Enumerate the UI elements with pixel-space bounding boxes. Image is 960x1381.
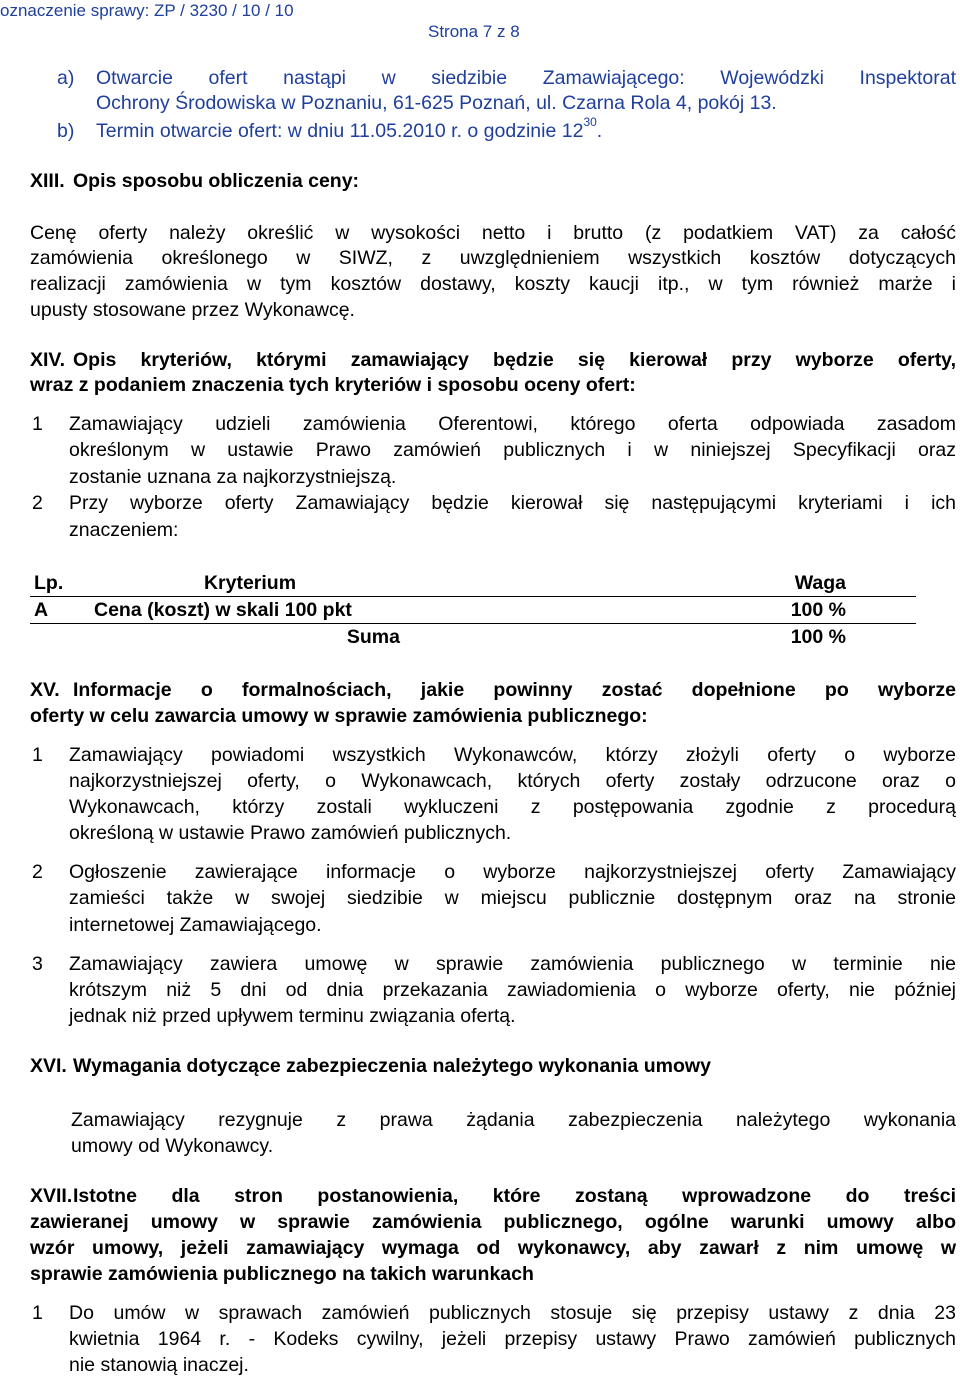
opening-a-label: a) [57, 67, 75, 89]
section-14-title-2: wraz z podaniem znaczenia tych kryteriów i sposobu oceny ofert: [30, 374, 636, 396]
section-17-item-1-number: 1 [32, 1302, 43, 1324]
section-14-item-2-line-2: znaczeniem: [69, 519, 179, 541]
section-15-item-3-line-3: jednak niż przed upływem terminu związania ofertą. [69, 1005, 516, 1027]
section-15-item-2-line-1: Ogłoszenie zawierające informacje o wyborze najkorzystniejszej oferty Zamawiający [69, 861, 956, 883]
section-16-title: Wymagania dotyczące zabezpieczenia należytego wykonania umowy [73, 1055, 711, 1077]
section-13-number: XIII. [30, 170, 65, 192]
section-14-item-1-line-1: Zamawiający udzieli zamówienia Oferentowi, którego oferta odpowiada zasadom [69, 413, 956, 435]
section-15-item-2-number: 2 [32, 861, 43, 883]
table-sum-label: Suma [346, 626, 400, 648]
section-15-number: XV. [30, 679, 60, 701]
table-cell-weight: 100 % [410, 597, 916, 624]
section-13-line-4: upusty stosowane przez Wykonawcę. [30, 299, 355, 321]
case-reference: oznaczenie sprawy: ZP / 3230 / 10 / 10 [0, 1, 294, 20]
section-15-item-2-line-3: internetowej Zamawiającego. [69, 914, 322, 936]
section-13-line-1: Cenę oferty należy określić w wysokości netto i brutto (z podatkiem VAT) za całość [30, 222, 956, 244]
section-13-line-2: zamówienia określonego w SIWZ, z uwzględnieniem wszystkich kosztów dotyczących [30, 247, 956, 269]
opening-b-label: b) [57, 120, 75, 142]
section-17-title-3: wzór umowy, jeżeli zamawiający wymaga od wykonawcy, aby zawarł z nim umowę w [30, 1237, 956, 1259]
table-sum-value: 100 % [790, 626, 846, 648]
section-17-item-1-line-1: Do umów w sprawach zamówień publicznych stosuje się przepisy ustawy z dnia 23 [69, 1302, 956, 1324]
section-17-title-2: zawieranej umowy w sprawie zamówienia publicznego, ogólne warunki umowy albo [30, 1211, 956, 1233]
section-15-item-1-line-3: Wykonawcach, którzy zostali wykluczeni z postępowania zgodnie z procedurą [69, 796, 956, 818]
section-14-item-2-number: 2 [32, 492, 43, 514]
section-16-line-1: Zamawiający rezygnuje z prawa żądania zabezpieczenia należytego wykonania [71, 1109, 956, 1131]
table-header-lp: Lp. [30, 570, 90, 597]
section-14-item-1-line-2: określonym w ustawie Prawo zamówień publicznych i w niniejszej Specyfikacji oraz [69, 439, 956, 461]
section-14-item-2-line-1: Przy wyborze oferty Zamawiający będzie kierował się następującymi kryteriami i ich [69, 492, 956, 514]
table-header-weight: Waga [410, 570, 916, 597]
section-15-item-1-line-4: określoną w ustawie Prawo zamówień publicznych. [69, 822, 512, 844]
opening-b-end: . [596, 120, 603, 142]
section-17-item-1-line-2: kwietnia 1964 r. - Kodeks cywilny, jeżeli przepisy ustawy Prawo zamówień publicznych [69, 1328, 956, 1350]
section-15-item-2-line-2: zamieści także w swojej siedzibie w miejscu publicznie dostępnym oraz na stronie [69, 887, 956, 909]
section-15-item-3-line-1: Zamawiający zawiera umowę w sprawie zamówienia publicznego w terminie nie [69, 953, 956, 975]
opening-b-text [96, 115, 603, 144]
section-14-title-1: Opis kryteriów, którymi zamawiający będzie się kierował przy wyborze oferty, [73, 349, 956, 371]
opening-a-line-1: Otwarcie ofert nastąpi w siedzibie Zamawiającego: Wojewódzki Inspektorat [96, 67, 956, 89]
section-15-item-1-line-1: Zamawiający powiadomi wszystkich Wykonawców, którzy złożyli oferty o wyborze [69, 744, 956, 766]
section-13-title: Opis sposobu obliczenia ceny: [73, 170, 360, 192]
section-17-title-4: sprawie zamówienia publicznego na takich warunkach [30, 1263, 534, 1285]
table-cell-criterion: Cena (koszt) w skali 100 pkt [90, 597, 410, 624]
table-sum-empty [30, 624, 90, 651]
page-number: Strona 7 z 8 [428, 22, 520, 41]
section-17-title-1: Istotne dla stron postanowienia, które zostaną wprowadzone do treści [73, 1185, 956, 1207]
section-16-number: XVI. [30, 1055, 67, 1077]
section-15-title-1: Informacje o formalnościach, jakie powinny zostać dopełnione po wyborze [73, 679, 956, 701]
opening-b-main: Termin otwarcie ofert: w dniu 11.05.2010 r. o godzinie 12 [96, 120, 584, 142]
section-15-title-2: oferty w celu zawarcia umowy w sprawie zamówienia publicznego: [30, 705, 648, 727]
table-cell-lp: A [30, 597, 90, 624]
table-header-row [30, 570, 916, 597]
section-14-item-1-line-3: zostanie uznana za najkorzystniejszą. [69, 466, 397, 488]
section-17-number: XVII. [30, 1185, 73, 1207]
section-15-item-1-line-2: najkorzystniejszej oferty, o Wykonawcach, których oferty zostały odrzucone oraz o [69, 770, 956, 792]
section-13-line-3: realizacji zamówienia w tym kosztów dostawy, koszty kaucji itp., w tym również marże i [30, 273, 956, 295]
opening-b-sup: 30 [583, 115, 597, 129]
section-14-number: XIV. [30, 349, 66, 371]
section-16-line-2: umowy od Wykonawcy. [71, 1135, 274, 1157]
opening-a-line-2: Ochrony Środowiska w Poznaniu, 61-625 Poznań, ul. Czarna Rola 4, pokój 13. [96, 92, 777, 114]
section-15-item-3-line-2: krótszym niż 5 dni od dnia przekazania zawiadomienia o wyborze oferty, nie później [69, 979, 956, 1001]
section-14-item-1-number: 1 [32, 413, 43, 435]
section-17-item-1-line-3: nie stanowią inaczej. [69, 1354, 249, 1376]
section-15-item-1-number: 1 [32, 744, 43, 766]
section-15-item-3-number: 3 [32, 953, 43, 975]
table-row [30, 597, 916, 624]
table-sum-row [30, 624, 916, 651]
criteria-table [30, 570, 916, 650]
table-header-criterion: Kryterium [90, 570, 410, 597]
